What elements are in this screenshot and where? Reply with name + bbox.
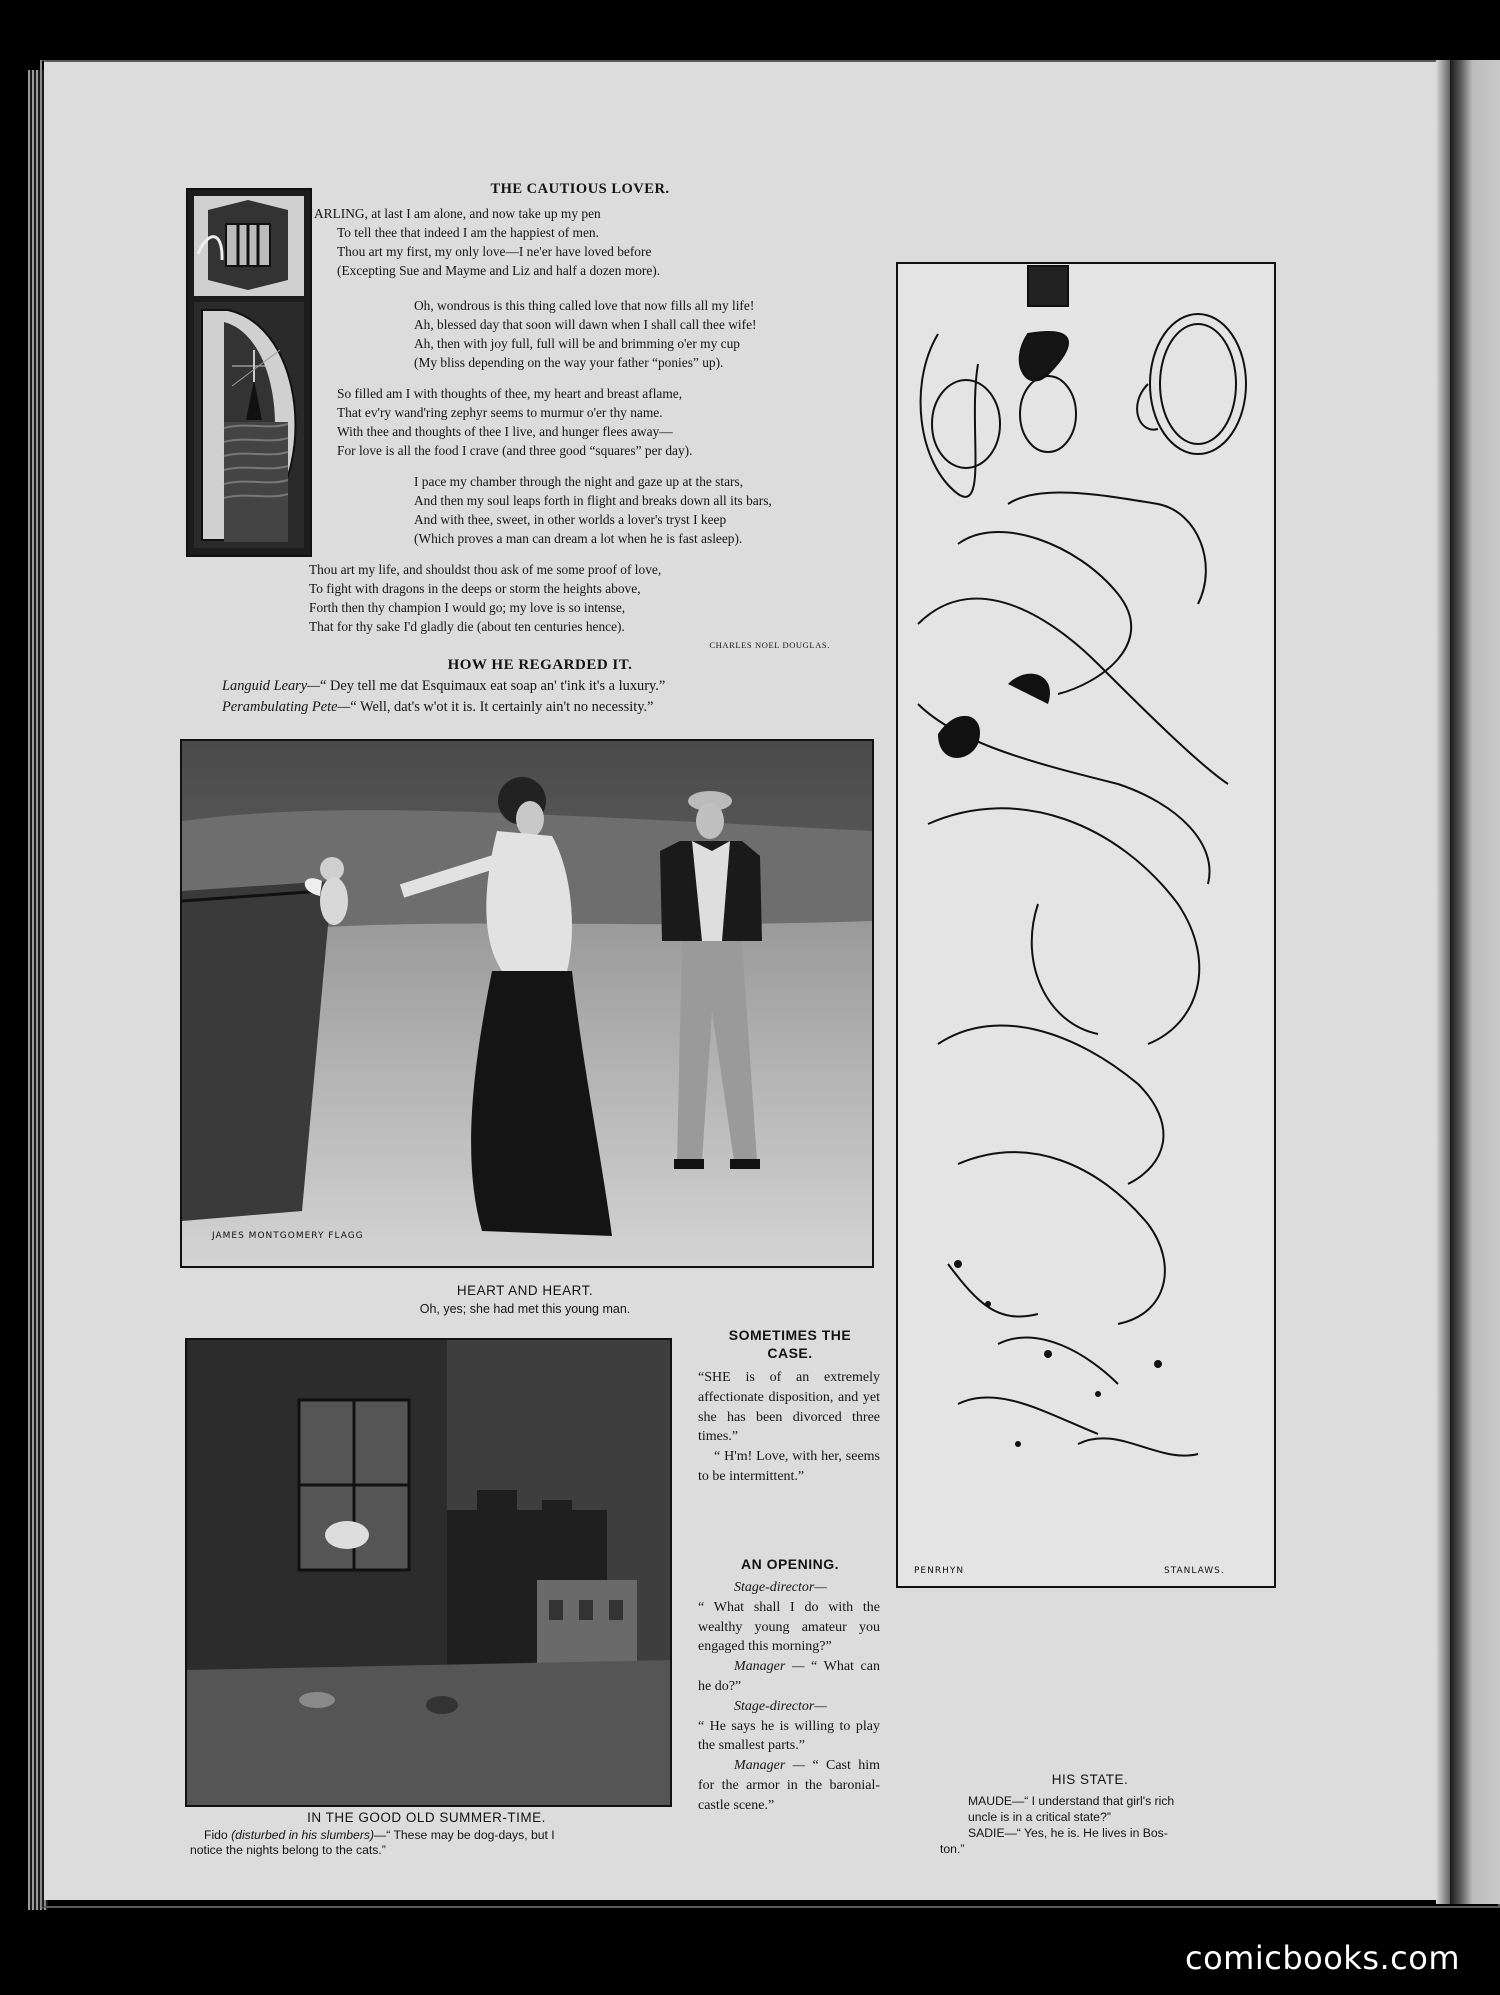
poem-line: Thou art my first, my only love—I ne'er have loved before <box>337 244 652 259</box>
speaker-name: Fido <box>204 1828 228 1842</box>
speech-text: “ What shall I do with the wealthy young amateur you engaged this morning?” <box>698 1599 880 1655</box>
fashionable-women-illustration <box>896 262 1276 1588</box>
paragraph: “ H'm! Love, with her, seems to be intermittent.” <box>698 1449 880 1484</box>
poem-line: And then my soul leaps forth in flight and breaks down all its bars, <box>414 493 772 508</box>
caption-text <box>190 1828 680 1858</box>
poem-line: (Excepting Sue and Mayme and Liz and half a dozen more). <box>337 263 661 278</box>
speech-line: uncle is in a critical state?” <box>968 1810 1111 1824</box>
joke-title: AN OPENING. <box>740 1556 840 1572</box>
poem-line: And with thee, sweet, in other worlds a lover's tryst I keep <box>414 512 727 527</box>
joke-title <box>690 1326 890 1362</box>
poem-line: Oh, wondrous is this thing called love that now fills all my life! <box>414 298 755 313</box>
dialog-line <box>222 699 653 716</box>
speech-text: “ Well, dat's w'ot it is. It certainly ain't no necessity.” <box>350 699 654 715</box>
beach-scene-icon <box>182 741 872 1266</box>
artist-signature: JAMES MONTGOMERY FLAGG <box>212 1231 364 1241</box>
dialog-line <box>222 678 665 695</box>
speaker-name: Languid Leary— <box>222 678 320 694</box>
speech-text: “ What can he do?” <box>698 1659 880 1694</box>
speech-text: “ He says he is willing to play the smallest parts.” <box>698 1718 880 1754</box>
poem-line: (My bliss depending on the way your father “ponies” up). <box>414 355 724 370</box>
poem-line: Ah, then with joy full, full will be and brimming o'er my cup <box>414 336 740 351</box>
poem-line: ARLING, at last I am alone, and now take up my pen <box>314 206 601 221</box>
poem-line: That ev'ry wand'ring zephyr seems to murmur o'er thy name. <box>337 405 663 420</box>
poem-line: With thee and thoughts of thee I live, and hunger flees away— <box>337 424 673 439</box>
speaker-name: Perambulating Pete— <box>222 699 351 715</box>
beach-couple-illustration <box>180 739 874 1268</box>
poem-line: For love is all the food I crave (and three good “squares” per day). <box>337 443 693 458</box>
facing-page-edge <box>1450 60 1500 1904</box>
poem-line: That for thy sake I'd gladly die (about ten centuries hence). <box>309 619 625 634</box>
caption-text: Oh, yes; she had met this young man. <box>419 1302 631 1316</box>
title-line: CASE. <box>767 1345 813 1361</box>
site-watermark: comicbooks.com <box>1184 1939 1460 1977</box>
speech-line: MAUDE—“ I understand that girl's rich <box>968 1794 1175 1808</box>
speech-line: SADIE—“ Yes, he is. He lives in Bos- <box>968 1826 1168 1840</box>
joke-title: HOW HE REGARDED IT. <box>447 657 633 673</box>
poem-line: To tell thee that indeed I am the happiest of men. <box>337 225 599 240</box>
night-dog-illustration <box>185 1338 672 1807</box>
speech-line: ton.” <box>940 1842 965 1856</box>
speaker-name: Stage-director— <box>734 1580 827 1595</box>
poem-line: Forth then thy champion I would go; my love is so intense, <box>309 600 626 615</box>
decorative-initial-d <box>186 188 312 557</box>
caption-text <box>940 1793 1260 1857</box>
poem-line: I pace my chamber through the night and gaze up at the stars, <box>414 474 744 489</box>
speech-text: notice the nights belong to the cats.” <box>190 1843 386 1857</box>
initial-d-ornament-icon <box>188 190 310 555</box>
stage-direction: (disturbed in his slumbers) <box>231 1828 375 1842</box>
poem-line: Thou art my life, and shouldst thou ask of me some proof of love, <box>309 562 662 577</box>
speech-text: —“ These may be dog-days, but I <box>374 1828 555 1842</box>
speech-text: “ Cast him for the armor in the baronial-castle scene.” <box>698 1758 880 1813</box>
poem-title: THE CAUTIOUS LOVER. <box>490 181 670 197</box>
poem-line: (Which proves a man can dream a lot when he is fast asleep). <box>414 531 743 546</box>
poem-line: Ah, blessed day that soon will dawn when I shall call thee wife! <box>414 317 757 332</box>
joke-body <box>698 1578 880 1816</box>
artist-signature-right: STANLAWS. <box>1164 1566 1225 1576</box>
speaker-name: Manager — <box>734 1659 805 1675</box>
speaker-name: Stage-director— <box>734 1698 827 1714</box>
joke-body <box>698 1368 880 1487</box>
speaker-name: Manager — <box>734 1758 806 1774</box>
poem-line: To fight with dragons in the deeps or storm the heights above, <box>309 581 641 596</box>
caption-title: HIS STATE. <box>1051 1772 1129 1787</box>
caption-title: IN THE GOOD OLD SUMMER-TIME. <box>307 1810 546 1825</box>
line-drawing-icon <box>898 264 1274 1586</box>
artist-signature-left: PENRHYN <box>914 1566 965 1576</box>
poem-line: So filled am I with thoughts of thee, my heart and breast aflame, <box>337 386 683 401</box>
night-scene-icon <box>187 1340 670 1805</box>
caption-title: HEART AND HEART. <box>456 1283 594 1298</box>
speech-text: “ Dey tell me dat Esquimaux eat soap an' t'ink it's a luxury.” <box>319 678 666 694</box>
paragraph: “SHE is of an extremely affectionate disposition, and yet she has been divorced three times.” <box>698 1370 880 1445</box>
poem-author: CHARLES NOEL DOUGLAS. <box>709 640 830 650</box>
title-line: SOMETIMES THE <box>728 1327 852 1343</box>
